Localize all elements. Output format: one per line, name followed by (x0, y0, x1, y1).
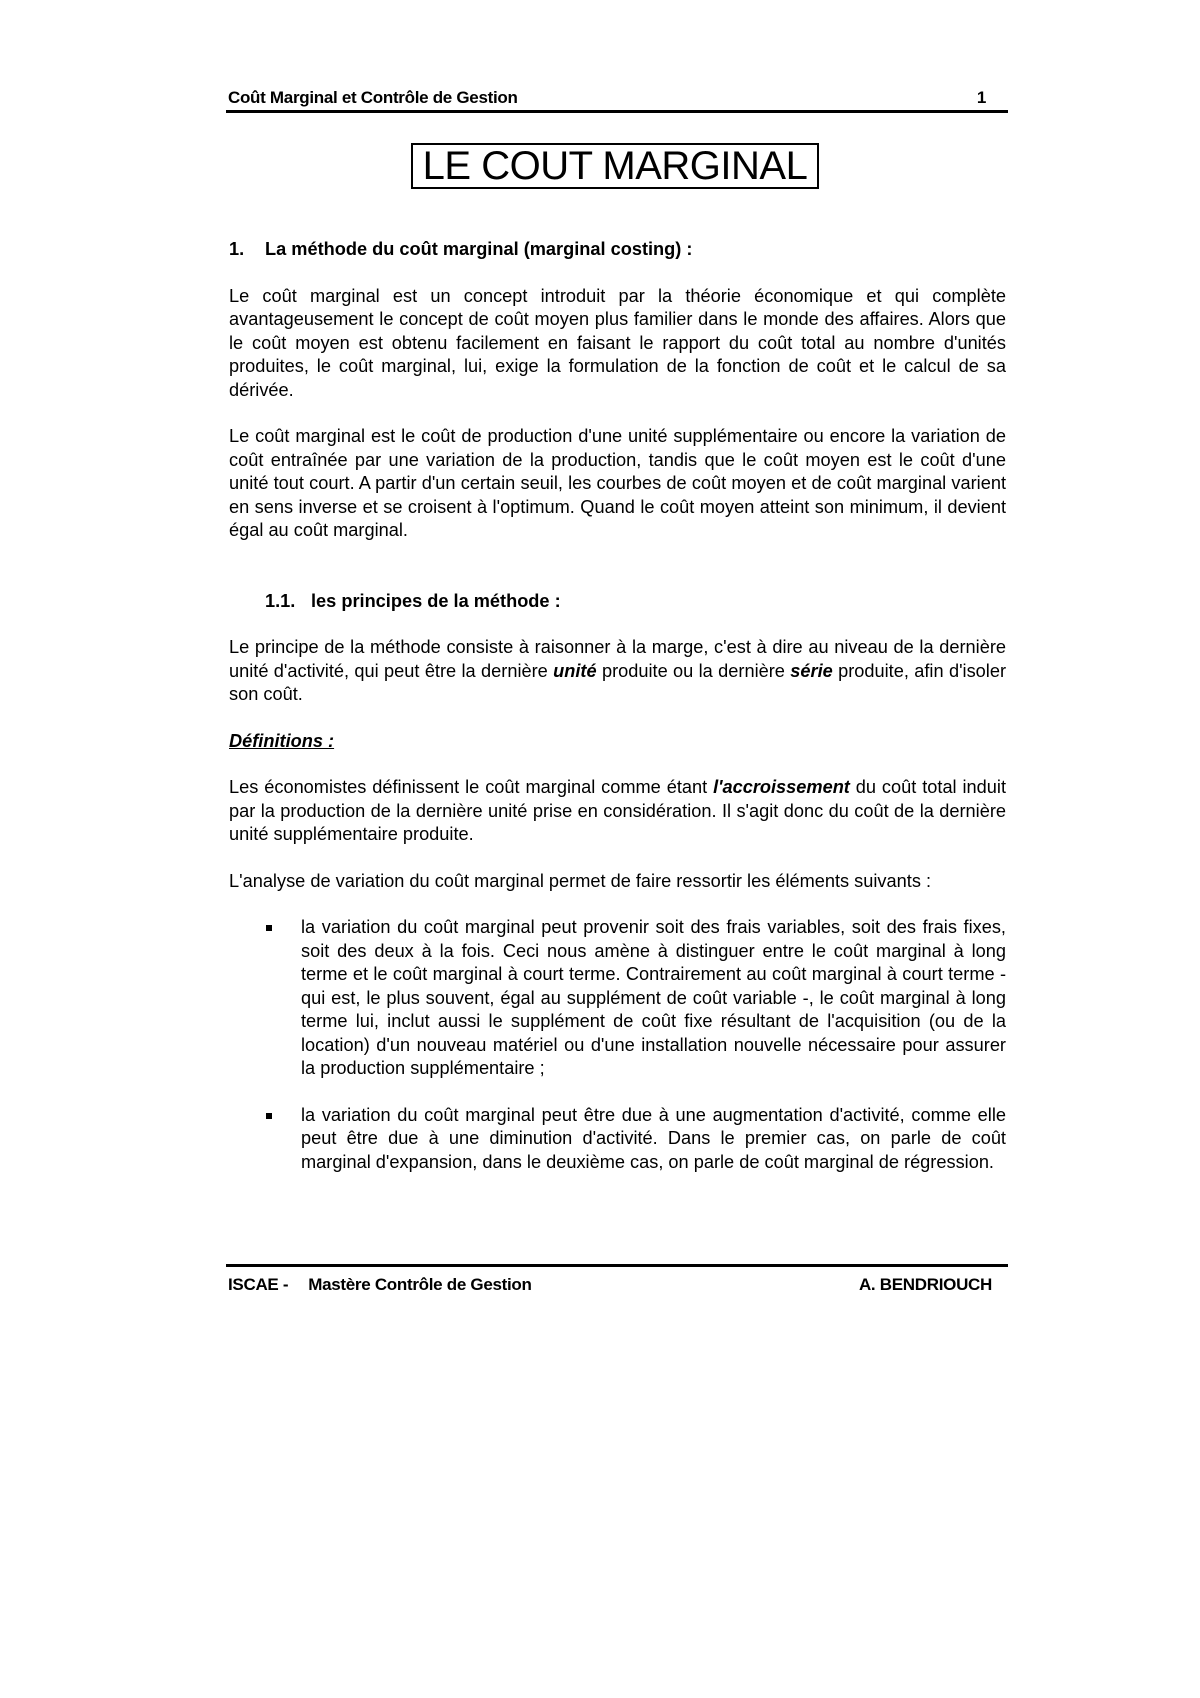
definition-text-2: du coût total induit par la production de la dernière unité prise en considération. Il s'agit donc du coût de la dernière unité supplémentaire produite. (229, 777, 1006, 844)
footer-left (228, 1275, 532, 1295)
footer-author: A. BENDRIOUCH (858, 1275, 992, 1294)
header-title: Coût Marginal et Contrôle de Gestion (228, 88, 518, 107)
paragraph-analysis-intro: L'analyse de variation du coût marginal permet de faire ressortir les éléments suivants : (229, 870, 932, 891)
document-title: LE COUT MARGINAL (411, 143, 819, 189)
document-body (229, 238, 1006, 1174)
principle-emphasis-series: série (790, 660, 833, 681)
definition-text-1: Les économistes définissent le coût marginal comme étant (229, 777, 714, 797)
principle-text-2: produite ou la dernière (596, 660, 791, 681)
square-bullet-icon (266, 1113, 272, 1119)
bullet-text: la variation du coût marginal peut provenir soit des frais variables, soit des frais fixes, soit des deux à la fois. Ceci nous amène à distinguer entre le coût marginal à long terme et le coût marginal à court terme. Contrairement au coût marginal à court terme - qui est, le plus souvent, égal au supplément de coût variable -, le coût marginal à long terme lui, inclut aussi le supplément de coût fixe résultant de l'acquisition (ou de la location) d'un nouveau matériel ou d'une installation nouvelle nécessaire pour assurer la production supplémentaire ; (301, 917, 1006, 1078)
page-header (226, 88, 1008, 113)
section-1-1-number: 1.1. (265, 590, 296, 611)
paragraph-intro: Le coût marginal est un concept introduit par la théorie économique et qui complète avantageusement le concept de coût moyen plus familier dans le monde des affaires. Alors que le coût moyen est obtenu facilement en faisant le rapport du coût total au nombre d'unités produites, le coût marginal, lui, exige la formulation de la fonction de coût et le calcul de sa dérivée. (229, 285, 1006, 400)
paragraph-definition-marginal: Le coût marginal est le coût de production d'une unité supplémentaire ou encore la variation de coût entraînée par une variation de la production, tandis que le coût moyen est le coût d'une unité tout court. A partir d'un certain seuil, les courbes de coût moyen et de coût marginal varient en sens inverse et se croisent à l'optimum. Quand le coût moyen atteint son minimum, il devient égal au coût marginal. (229, 426, 1006, 540)
list-item (229, 916, 1006, 1081)
principle-emphasis-unit: unité (553, 660, 597, 681)
square-bullet-icon (266, 925, 272, 931)
section-1-1-heading-text: les principes de la méthode : (311, 590, 561, 611)
principle-text-3: produite, afin d'isoler son coût. (229, 660, 1006, 704)
analysis-bullet-list (229, 916, 1006, 1174)
section-1-number: 1. (229, 239, 245, 259)
paragraph-principle (229, 636, 1006, 707)
footer-program: Mastère Contrôle de Gestion (308, 1275, 532, 1294)
principle-text-1: Le principe de la méthode consiste à raisonner à la marge, c'est à dire au niveau de la dernière unité d'activité, qui peut être la dernière (229, 637, 1006, 681)
bullet-text: la variation du coût marginal peut être due à une augmentation d'activité, comme elle peut être due à une diminution d'activité. Dans le premier cas, on parle de coût marginal d'expansion, dans le deuxième cas, on parle de coût marginal de régression. (301, 1104, 1006, 1172)
page-number: 1 (976, 88, 986, 107)
section-1-heading (229, 238, 1006, 262)
footer-school: ISCAE - (228, 1275, 289, 1294)
page-footer (226, 1264, 1008, 1297)
definitions-label: Définitions : (229, 730, 335, 751)
section-1-1-heading (229, 590, 1006, 614)
paragraph-economists-definition (229, 776, 1006, 847)
list-item (229, 1104, 1006, 1175)
section-1-heading-text: La méthode du coût marginal (marginal costing) : (265, 239, 693, 259)
definition-emphasis: l'accroissement (713, 777, 850, 797)
